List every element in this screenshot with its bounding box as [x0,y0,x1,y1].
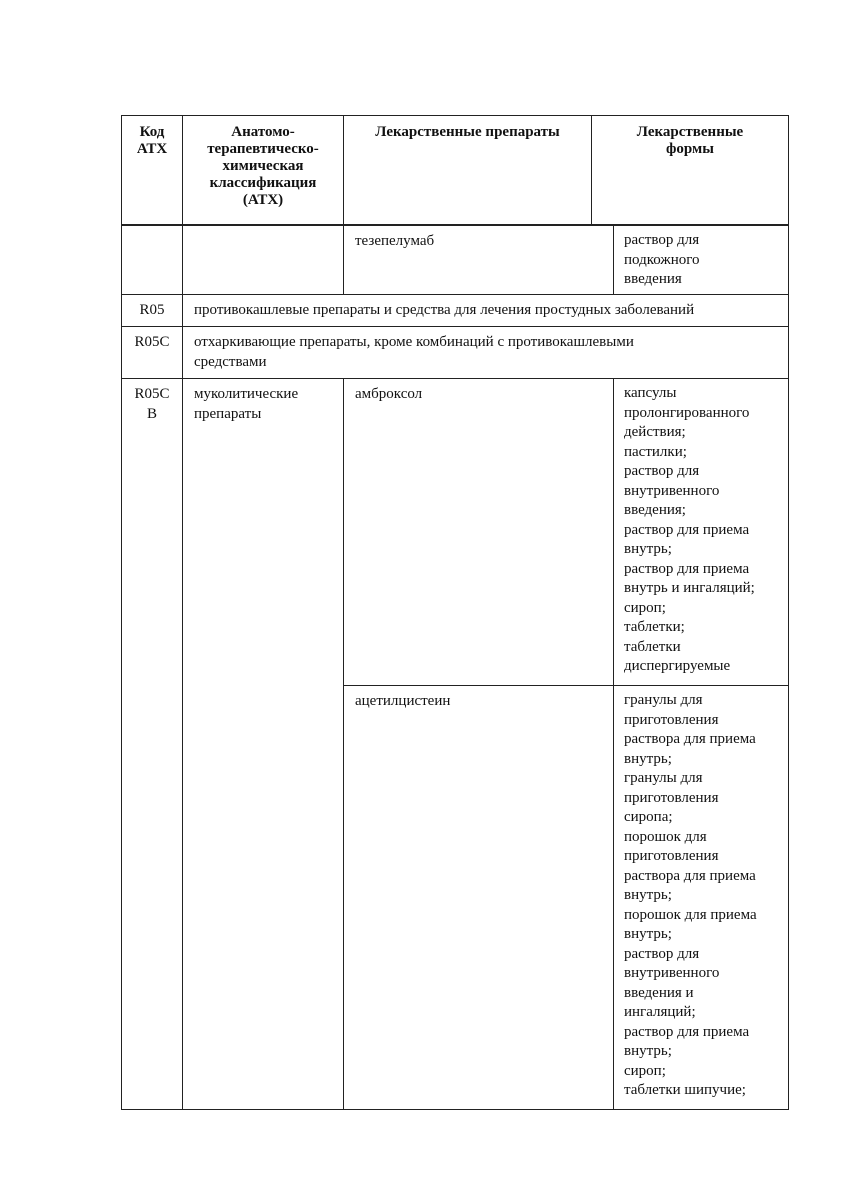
dosage-form-line: введения и [624,984,694,1001]
header-code: Код АТХ [121,115,183,225]
dosage-form-line: раствора для приема [624,731,756,747]
dosage-form-line: внутрь; [624,750,672,767]
dosage-form-line: действия; [624,424,686,440]
dosage-form-line: таблетки; [624,619,685,635]
dosage-form-line: капсулы [624,385,677,401]
row-ambroxol-forms [613,378,789,686]
dosage-form-line: гранулы для [624,770,703,786]
header-drugs: Лекарственные препараты [343,115,592,225]
dosage-form-line: гранулы для [624,692,703,708]
dosage-form-line: таблетки [624,638,681,655]
dosage-form-line: раствора для приема [624,867,756,884]
dosage-form-line: порошок для [624,828,707,845]
dosage-form-line: внутрь и ингаляций; [624,580,755,596]
dosage-form-line: раствор для приема [624,521,750,538]
dosage-form-line: раствор для [624,232,700,248]
dosage-form-line: раствор для [624,945,700,962]
dosage-form-line: внутрь; [624,926,672,942]
row-tez-drug: тезепелумаб [343,225,614,295]
dosage-form-line: диспергируемые [624,658,731,674]
code-line: R05C [134,386,170,402]
dosage-form-line: таблетки шипучие; [624,1082,746,1098]
dosage-form-line: пастилки; [624,443,687,460]
header-classification: Анатомо-терапевтическо-химическая классификация (АТХ) [182,115,344,225]
dosage-form-line: внутривенного [624,482,720,499]
row-acetylcysteine-drug: ацетилцистеин [343,685,614,1110]
row-r05cb-classification: муколитические препараты [182,378,344,1110]
row-tez-forms [613,225,789,295]
dosage-form-line: раствор для приема [624,1023,750,1040]
dosage-form-line: приготовления [624,848,719,864]
row-r05-code: R05 [121,294,183,327]
dosage-form-line: введения [624,271,682,287]
header-forms: Лекарственные формы [591,115,789,225]
dosage-form-line: подкожного [624,251,700,268]
dosage-form-line: введения; [624,502,686,518]
dosage-form-line: внутрь; [624,887,672,903]
row-r05c-code: R05C [121,326,183,379]
dosage-form-line: раствор для приема [624,560,750,577]
row-r05c-classification: отхаркивающие препараты, кроме комбинаций с противокашлевыми средствами [182,326,789,379]
code-line: B [146,405,157,422]
row-ambroxol-drug: амброксол [343,378,614,686]
dosage-form-line: внутрь; [624,541,672,557]
row-r05-classification: противокашлевые препараты и средства для лечения простудных заболеваний [182,294,789,327]
dosage-form-line: внутривенного [624,965,720,981]
dosage-form-line: внутрь; [624,1043,672,1059]
row-r05cb-code [121,378,183,1110]
dosage-form-line: приготовления [624,711,719,728]
dosage-form-line: пролонгированного [624,404,750,421]
row-tez-code [121,225,183,295]
dosage-form-line: порошок для приема [624,906,757,923]
dosage-form-line: приготовления [624,789,719,806]
dosage-form-line: раствор для [624,463,700,479]
dosage-form-line: сиропа; [624,809,673,825]
dosage-form-line: ингаляций; [624,1004,696,1020]
row-tez-classification [182,225,344,295]
row-acetylcysteine-forms [613,685,789,1110]
dosage-form-line: сироп; [624,599,666,616]
dosage-form-line: сироп; [624,1062,666,1079]
table-header [121,115,789,225]
